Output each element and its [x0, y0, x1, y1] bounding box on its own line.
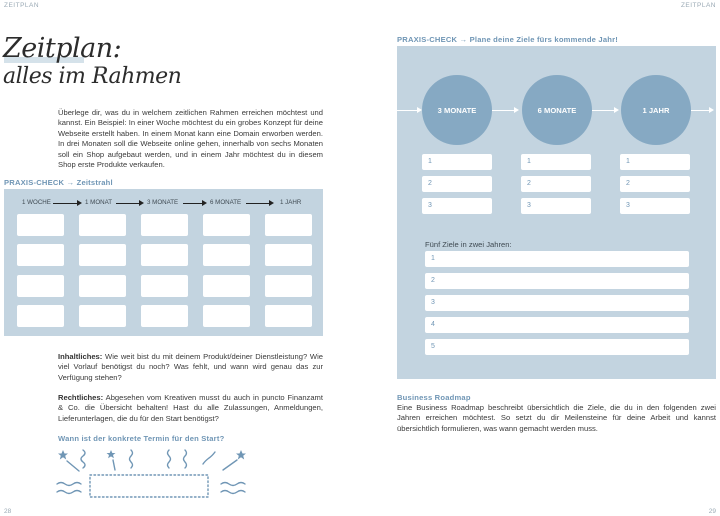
timeline-cell[interactable]: [203, 214, 250, 236]
timeline-label: 1 JAHR: [280, 199, 302, 206]
legal-label: Rechtliches:: [58, 393, 104, 402]
two-year-goal-bar[interactable]: 2: [425, 273, 689, 289]
goal-circle-1-year: 1 JAHR: [621, 75, 691, 145]
timeline-cell[interactable]: [17, 305, 64, 327]
running-head-left: ZEITPLAN: [4, 2, 40, 9]
timeline-cell[interactable]: [203, 305, 250, 327]
goals-arrow-line: [691, 110, 711, 111]
timeline-cell[interactable]: [141, 305, 188, 327]
roadmap-heading: Business Roadmap: [397, 393, 471, 402]
squiggle-lines: [57, 450, 245, 494]
two-year-goal-bar[interactable]: 4: [425, 317, 689, 333]
timeline-cell[interactable]: [141, 214, 188, 236]
roadmap-paragraph: Eine Business Roadmap beschreibt übersichtlich die Ziele, die du in den folgenden zwei Jahren erreichen möchtest. So setzt du dir Meilensteine für deine Arbeit und kannst übersichtlich formulieren, was wann gemacht werden muss.: [397, 403, 716, 433]
timeline-cell[interactable]: [17, 275, 64, 297]
timeline-label: 1 WOCHE: [22, 199, 51, 206]
legal-text: Abgesehen vom Kreativen musst du auch in puncto Finanzamt & Co. die Übersicht behalten! Hast du alle Zulassungen, Anmeldungen, Lieferunterlagen, die du für den Start benötigst?: [58, 393, 323, 423]
start-question: Wann ist der konkrete Termin für den Start?: [58, 434, 225, 443]
two-year-label: Fünf Ziele in zwei Jahren:: [425, 240, 512, 249]
timeline-cell[interactable]: [79, 214, 126, 236]
timeline-arrow-line: [246, 203, 269, 204]
timeline-cell[interactable]: [79, 244, 126, 266]
goals-arrow-icon: [514, 107, 519, 113]
goal-slot[interactable]: 3: [620, 198, 690, 214]
timeline-arrow-line: [53, 203, 77, 204]
goal-slot[interactable]: 1: [521, 154, 591, 170]
goals-arrow-line: [397, 110, 419, 111]
content-text: Wie weit bist du mit deinem Produkt/deiner Dienstleistung? Wie viel Vorlauf benötigst du noch? Was fehlt, und wann wird genau das zur Verfügung stehen?: [58, 352, 323, 382]
two-year-goal-bar[interactable]: 1: [425, 251, 689, 267]
timeline-cell[interactable]: [203, 244, 250, 266]
goal-slot[interactable]: 3: [521, 198, 591, 214]
two-year-goal-bar[interactable]: 5: [425, 339, 689, 355]
goal-slot[interactable]: 2: [521, 176, 591, 192]
timeline-cell[interactable]: [265, 244, 312, 266]
page-title-line2: alles im Rahmen: [3, 64, 182, 89]
goals-heading: PRAXIS-CHECK → Plane deine Ziele fürs kommende Jahr!: [397, 35, 618, 44]
timeline-heading: PRAXIS-CHECK → Zeitstrahl: [4, 178, 113, 187]
timeline-arrow-line: [183, 203, 202, 204]
goal-slot[interactable]: 1: [620, 154, 690, 170]
timeline-label: 3 MONATE: [147, 199, 179, 206]
timeline-cell[interactable]: [79, 275, 126, 297]
two-year-goal-bar[interactable]: 3: [425, 295, 689, 311]
goal-slot[interactable]: 3: [422, 198, 492, 214]
page-number-left: 28: [4, 508, 12, 515]
goals-arrow-line: [492, 110, 516, 111]
timeline-label: 6 MONATE: [210, 199, 242, 206]
goals-arrow-icon: [614, 107, 619, 113]
timeline-label: 1 MONAT: [85, 199, 113, 206]
content-paragraph: [58, 352, 323, 383]
start-date-box: [90, 475, 208, 497]
goal-slot[interactable]: 2: [620, 176, 690, 192]
goals-arrow-icon: [709, 107, 714, 113]
timeline-cell[interactable]: [17, 214, 64, 236]
timeline-arrow-icon: [77, 200, 82, 206]
goal-slot[interactable]: 2: [422, 176, 492, 192]
timeline-cell[interactable]: [79, 305, 126, 327]
timeline-arrow-icon: [139, 200, 144, 206]
timeline-cell[interactable]: [203, 275, 250, 297]
timeline-cell[interactable]: [265, 214, 312, 236]
goal-circle-6-months: 6 MONATE: [522, 75, 592, 145]
timeline-arrow-line: [116, 203, 139, 204]
content-label: Inhaltliches:: [58, 352, 103, 361]
goals-arrow-line: [592, 110, 616, 111]
running-head-right: ZEITPLAN: [680, 2, 716, 9]
star-icons: [58, 450, 246, 460]
goal-slot[interactable]: 1: [422, 154, 492, 170]
timeline-arrow-icon: [202, 200, 207, 206]
timeline-cell[interactable]: [265, 275, 312, 297]
legal-paragraph: [58, 393, 323, 424]
timeline-cell[interactable]: [141, 244, 188, 266]
page-number-right: 29: [708, 508, 716, 515]
start-illustration: [55, 444, 255, 500]
timeline-cell[interactable]: [265, 305, 312, 327]
timeline-cell[interactable]: [17, 244, 64, 266]
intro-paragraph: Überlege dir, was du in welchem zeitlichen Rahmen erreichen möchtest und kannst. Ein Beispiel: In einer Woche möchtest du ein grobes Konzept für deine Webseite erstellt haben. In einem Monat kann eine Domain erworben werden. In drei Monaten soll die Webseite online gehen, innerhalb von sechs Monaten soll ein Shop aufgebaut werden, und in einem Jahr möchtest du in diesem Shop erste Produkte verkaufen.: [58, 108, 323, 170]
page-title-line1: Zeitplan:: [3, 33, 122, 64]
timeline-cell[interactable]: [141, 275, 188, 297]
timeline-arrow-icon: [269, 200, 274, 206]
goal-circle-3-months: 3 MONATE: [422, 75, 492, 145]
